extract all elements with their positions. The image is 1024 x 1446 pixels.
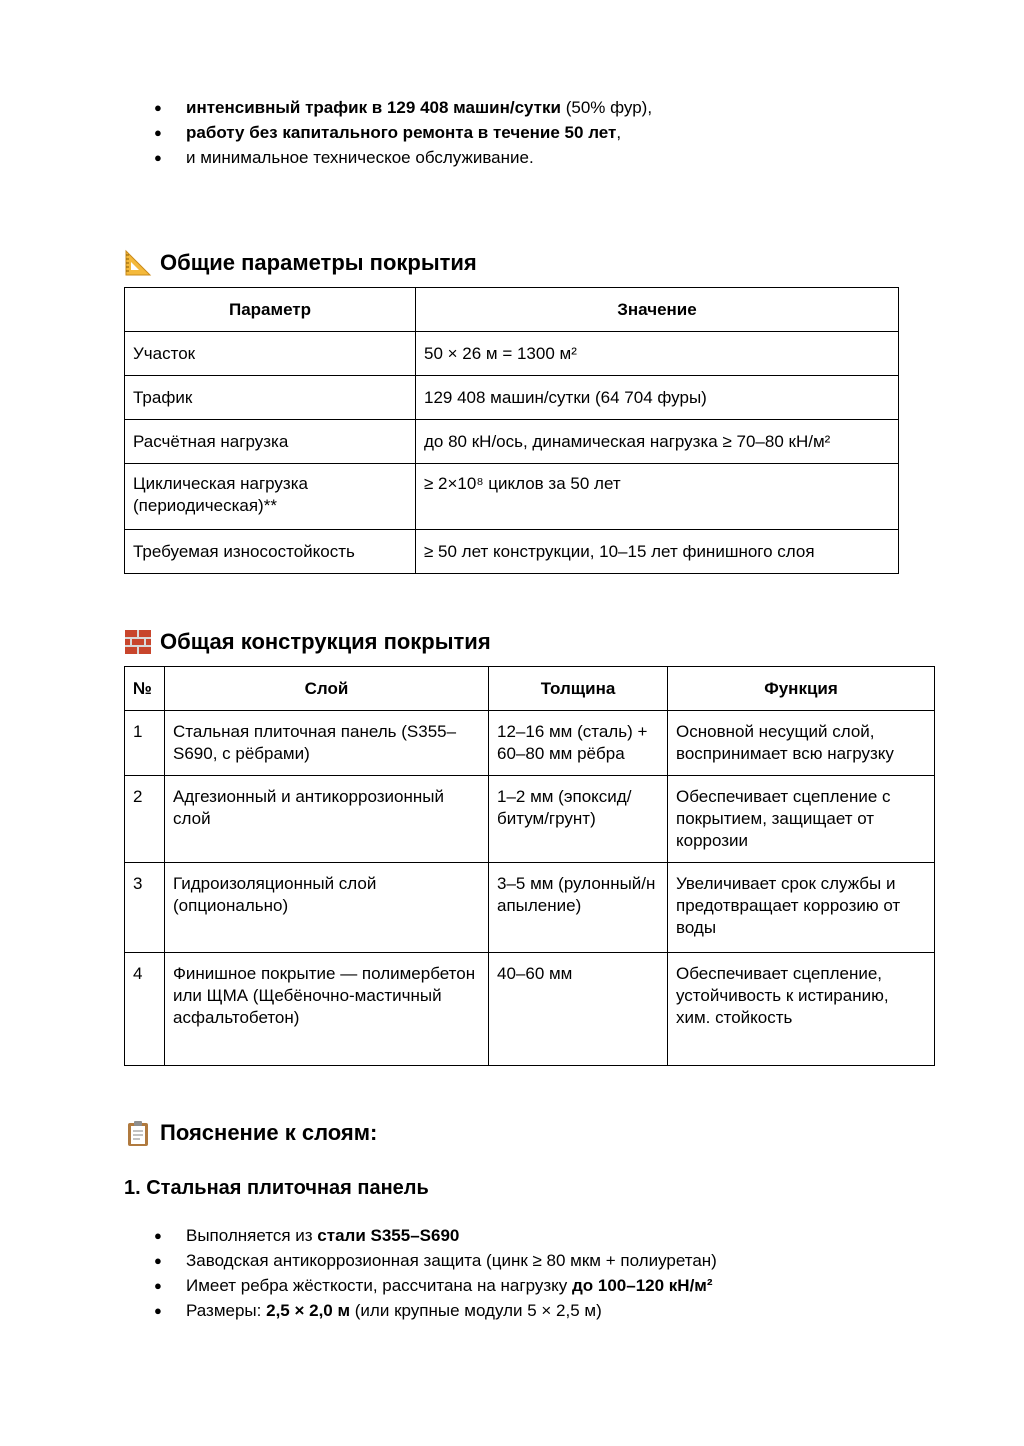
section-heading-explanation — [124, 1118, 377, 1148]
table-cell: 2 — [125, 776, 165, 863]
clipboard-icon — [124, 1119, 152, 1147]
section-heading-construction — [124, 627, 491, 657]
list-item: ● Имеет ребра жёсткости, рассчитана на нагрузку до 100–120 кН/м² — [124, 1273, 984, 1298]
table-cell: Участок — [125, 332, 416, 376]
section-heading-parameters — [124, 248, 477, 278]
table-cell: Основной несущий слой, воспринимает всю нагрузку — [668, 711, 935, 776]
list-item: ● интенсивный трафик в 129 408 машин/сутки (50% фур), — [124, 95, 984, 120]
steel-panel-bullet-list — [124, 1223, 984, 1323]
table-cell: Увеличивает срок службы и предотвращает коррозию от воды — [668, 863, 935, 953]
table-header-row — [125, 667, 935, 711]
construction-table — [124, 666, 935, 1066]
table-row — [125, 464, 899, 530]
table-row — [125, 376, 899, 420]
table-cell: 3–5 мм (рулонный/напыление) — [489, 863, 668, 953]
column-header: Параметр — [125, 288, 416, 332]
table-cell: Расчётная нагрузка — [125, 420, 416, 464]
table-cell: 12–16 мм (сталь) + 60–80 мм рёбра — [489, 711, 668, 776]
column-header: Толщина — [489, 667, 668, 711]
parameters-table — [124, 287, 899, 574]
intro-bullet-list — [124, 95, 984, 170]
subheading-steel-panel: 1. Стальная плиточная панель — [124, 1177, 429, 1199]
column-header: Слой — [165, 667, 489, 711]
table-row — [125, 953, 935, 1066]
brick-icon — [124, 628, 152, 656]
table-cell: ≥ 50 лет конструкции, 10–15 лет финишного слоя — [416, 530, 899, 574]
table-cell: ≥ 2×10⁸ циклов за 50 лет — [416, 464, 899, 530]
table-cell: 1 — [125, 711, 165, 776]
column-header: № — [125, 667, 165, 711]
section-title: Общие параметры покрытия — [160, 250, 477, 275]
column-header: Функция — [668, 667, 935, 711]
table-row — [125, 863, 935, 953]
table-cell: 50 × 26 м = 1300 м² — [416, 332, 899, 376]
list-item: ● Выполняется из стали S355–S690 — [124, 1223, 984, 1248]
table-cell: Циклическая нагрузка (периодическая)** — [125, 464, 416, 530]
list-item: ● работу без капитального ремонта в течение 50 лет, — [124, 120, 984, 145]
table-cell: Обеспечивает сцепление с покрытием, защищает от коррозии — [668, 776, 935, 863]
table-cell: Адгезионный и антикоррозионный слой — [165, 776, 489, 863]
table-cell: Требуемая износостойкость — [125, 530, 416, 574]
section-title: Общая конструкция покрытия — [160, 629, 491, 654]
table-cell: 129 408 машин/сутки (64 704 фуры) — [416, 376, 899, 420]
table-header-row — [125, 288, 899, 332]
triangular-ruler-icon — [124, 249, 152, 277]
list-item: ● Размеры: 2,5 × 2,0 м (или крупные модули 5 × 2,5 м) — [124, 1298, 984, 1323]
list-item: ● Заводская антикоррозионная защита (цинк ≥ 80 мкм + полиуретан) — [124, 1248, 984, 1273]
table-cell: 40–60 мм — [489, 953, 668, 1066]
section-title: Пояснение к слоям: — [160, 1120, 378, 1145]
table-cell: 1–2 мм (эпоксид/битум/грунт) — [489, 776, 668, 863]
table-cell: до 80 кН/ось, динамическая нагрузка ≥ 70–80 кН/м² — [416, 420, 899, 464]
column-header: Значение — [416, 288, 899, 332]
table-cell: 4 — [125, 953, 165, 1066]
table-cell: Стальная плиточная панель (S355–S690, с рёбрами) — [165, 711, 489, 776]
table-row — [125, 530, 899, 574]
table-row — [125, 332, 899, 376]
table-cell: 3 — [125, 863, 165, 953]
table-cell: Трафик — [125, 376, 416, 420]
table-row — [125, 776, 935, 863]
list-item: ● и минимальное техническое обслуживание. — [124, 145, 984, 170]
table-row — [125, 420, 899, 464]
table-cell: Финишное покрытие — полимербетон или ЩМА (Щебёночно-мастичный асфальтобетон) — [165, 953, 489, 1066]
table-row — [125, 711, 935, 776]
table-cell: Гидроизоляционный слой (опционально) — [165, 863, 489, 953]
table-cell: Обеспечивает сцепление, устойчивость к истиранию, хим. стойкость — [668, 953, 935, 1066]
